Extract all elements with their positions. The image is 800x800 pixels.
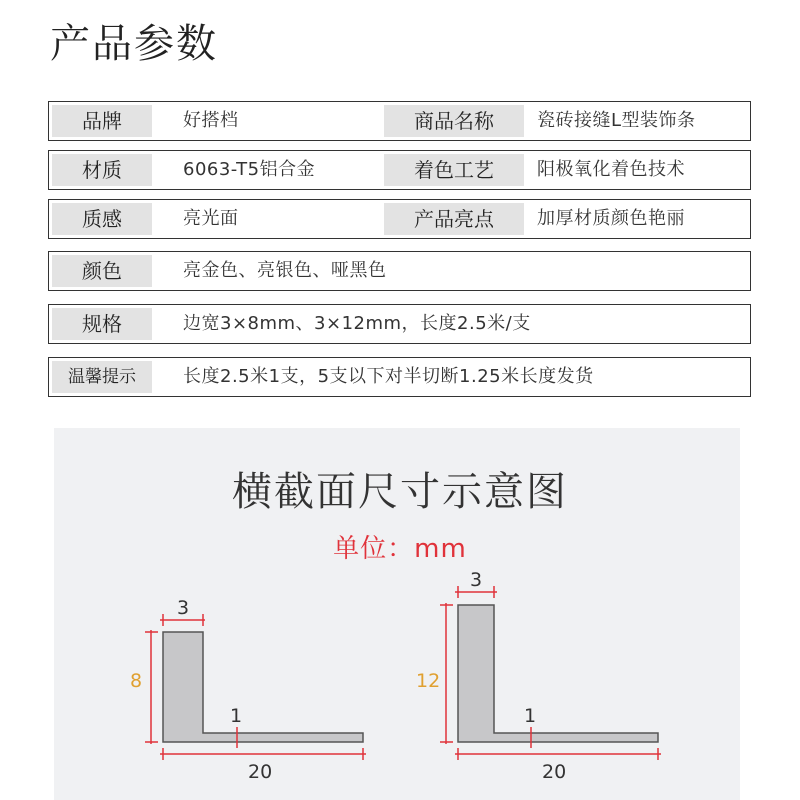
dim-height-left: 8	[130, 670, 143, 692]
value-brand: 好搭档	[183, 110, 239, 131]
dim-width-left: 3	[177, 597, 190, 619]
profile-3x12-shape	[458, 605, 658, 742]
label-product-name: 商品名称	[384, 105, 524, 137]
profile-3x8	[130, 597, 366, 783]
label-brand: 品牌	[52, 105, 152, 137]
value-tip: 长度2.5米1支，5支以下对半切断1.25米长度发货	[183, 366, 594, 387]
dim-thickness-left: 1	[230, 705, 243, 727]
page-title: 产品参数	[50, 21, 218, 67]
dim-base-left: 20	[248, 761, 273, 783]
value-coloring-process: 阳极氧化着色技术	[537, 159, 685, 180]
value-spec: 边宽3×8mm、3×12mm，长度2.5米/支	[183, 313, 531, 334]
dim-thickness-right: 1	[524, 705, 537, 727]
label-colors: 颜色	[52, 255, 152, 287]
label-tip: 温馨提示	[52, 361, 152, 393]
value-colors: 亮金色、亮银色、哑黑色	[183, 260, 387, 281]
label-coloring-process: 着色工艺	[384, 154, 524, 186]
label-highlight: 产品亮点	[384, 203, 524, 235]
value-product-name: 瓷砖接缝L型装饰条	[537, 110, 696, 131]
dim-width-right: 3	[470, 569, 483, 591]
label-material: 材质	[52, 154, 152, 186]
diagram-unit: 单位：mm	[333, 534, 467, 564]
value-highlight: 加厚材质颜色艳丽	[537, 208, 685, 229]
profile-3x8-shape	[163, 632, 363, 742]
dim-height-right: 12	[416, 670, 441, 692]
dim-base-right: 20	[542, 761, 567, 783]
diagram-title: 横截面尺寸示意图	[232, 469, 568, 515]
value-material: 6063-T5铝合金	[183, 159, 316, 180]
profile-3x12	[416, 569, 661, 783]
label-texture: 质感	[52, 203, 152, 235]
value-texture: 亮光面	[183, 208, 239, 229]
label-spec: 规格	[52, 308, 152, 340]
